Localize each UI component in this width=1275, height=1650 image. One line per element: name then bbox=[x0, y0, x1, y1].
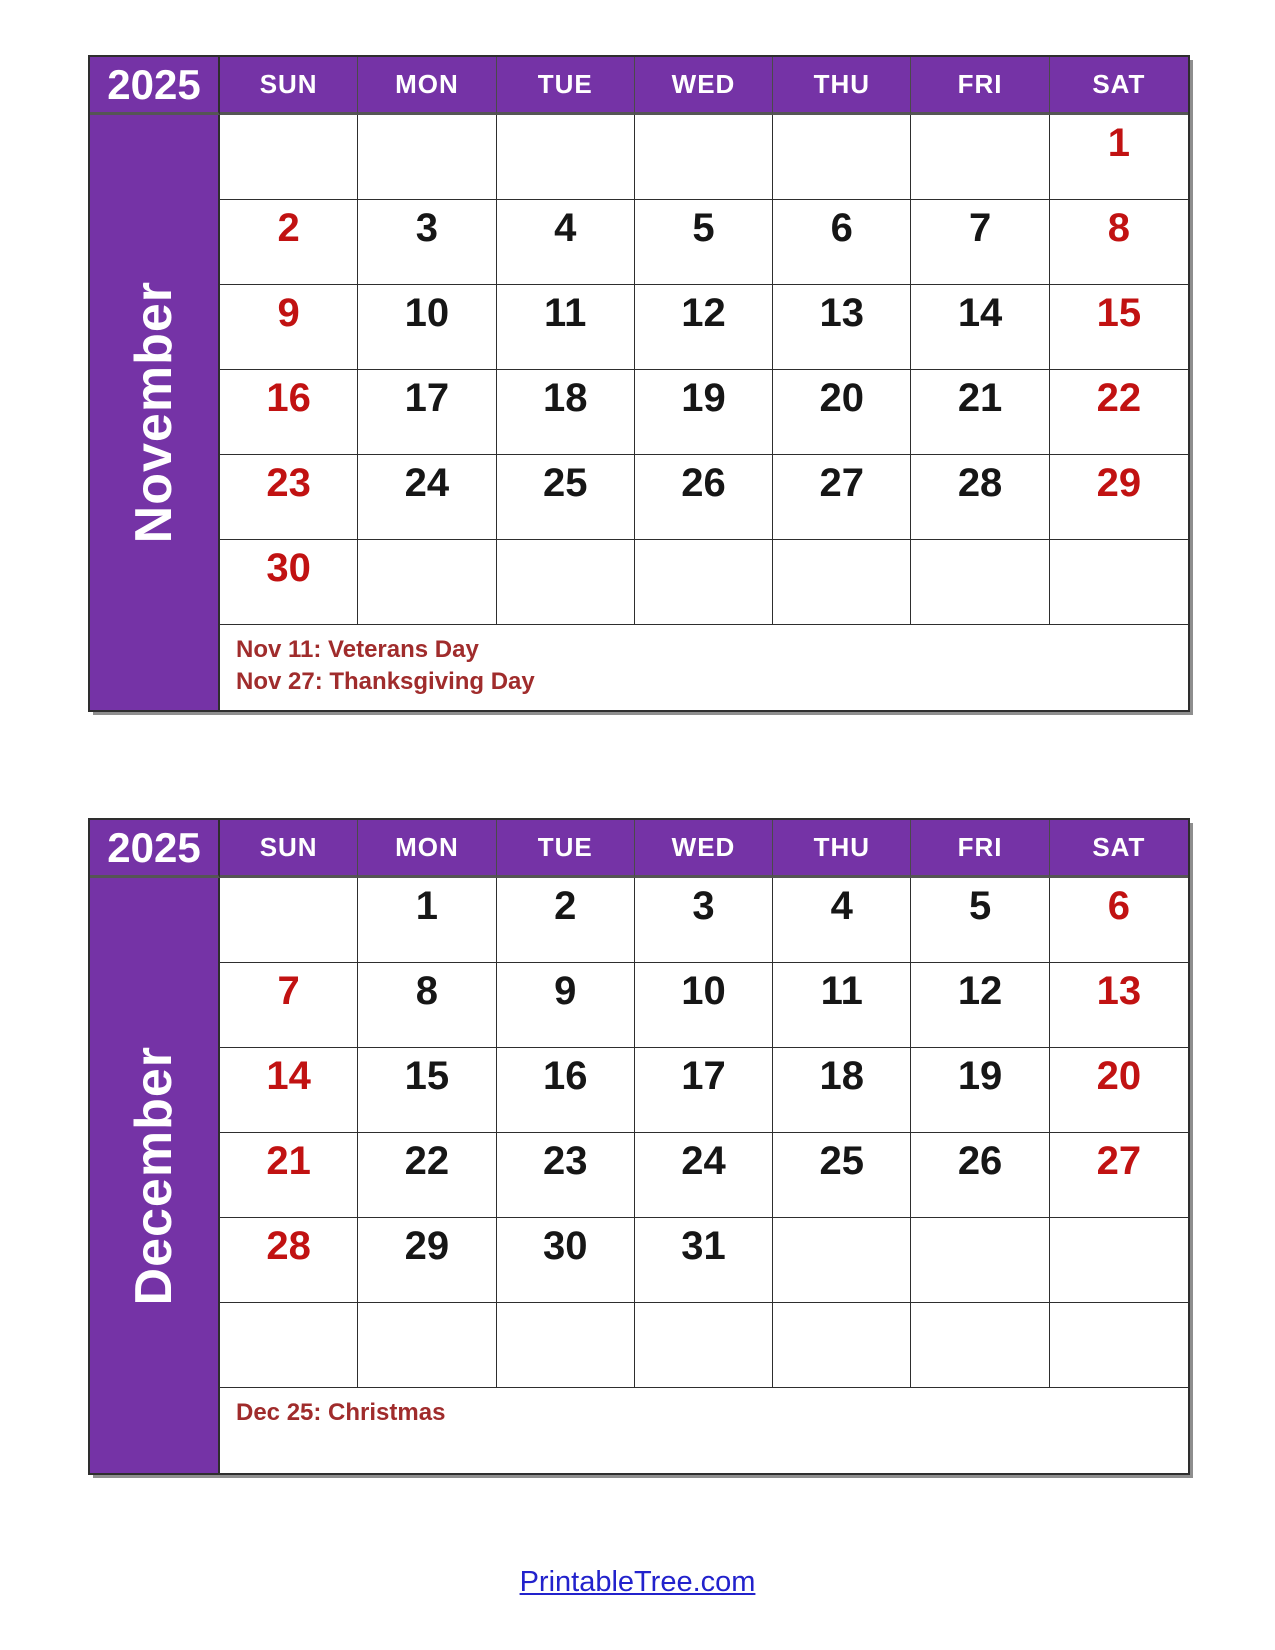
date-cell: 13 bbox=[1050, 963, 1188, 1048]
weekday-header-fri: FRI bbox=[911, 57, 1049, 115]
date-cell: 17 bbox=[635, 1048, 773, 1133]
date-cell: 21 bbox=[911, 370, 1049, 455]
date-cell: 19 bbox=[911, 1048, 1049, 1133]
weekday-header-row bbox=[220, 820, 1188, 878]
date-cell: 24 bbox=[358, 455, 496, 540]
date-cell: 5 bbox=[911, 878, 1049, 963]
weekday-header-mon: MON bbox=[358, 820, 496, 878]
printabletree-link[interactable]: PrintableTree.com bbox=[519, 1566, 756, 1598]
holiday-note-area bbox=[220, 1388, 1188, 1473]
calendar-december bbox=[88, 818, 1190, 1475]
date-cell bbox=[773, 115, 911, 200]
date-cell: 2 bbox=[220, 200, 358, 285]
date-cell: 14 bbox=[220, 1048, 358, 1133]
weekday-header-mon: MON bbox=[358, 57, 496, 115]
date-cell: 15 bbox=[358, 1048, 496, 1133]
holiday-note: Nov 27: Thanksgiving Day bbox=[236, 668, 535, 696]
holiday-note: Nov 11: Veterans Day bbox=[236, 636, 479, 663]
date-cell bbox=[635, 1303, 773, 1388]
date-cell: 10 bbox=[635, 963, 773, 1048]
month-sidebar bbox=[90, 115, 220, 710]
date-cell bbox=[1050, 1218, 1188, 1303]
date-cell: 30 bbox=[220, 540, 358, 625]
month-label: December bbox=[125, 1045, 183, 1306]
date-cell: 1 bbox=[358, 878, 496, 963]
date-cell bbox=[911, 115, 1049, 200]
date-cell bbox=[773, 540, 911, 625]
date-cell bbox=[358, 540, 496, 625]
date-cell: 26 bbox=[911, 1133, 1049, 1218]
date-cell: 29 bbox=[1050, 455, 1188, 540]
date-cell: 2 bbox=[497, 878, 635, 963]
date-cell: 12 bbox=[635, 285, 773, 370]
date-cell: 18 bbox=[773, 1048, 911, 1133]
date-cell bbox=[497, 1303, 635, 1388]
weekday-header-tue: TUE bbox=[497, 820, 635, 878]
date-cell: 16 bbox=[220, 370, 358, 455]
date-cell: 3 bbox=[635, 878, 773, 963]
date-cell: 11 bbox=[773, 963, 911, 1048]
date-cell: 27 bbox=[1050, 1133, 1188, 1218]
year-label: 2025 bbox=[90, 820, 220, 878]
year-label: 2025 bbox=[90, 57, 220, 115]
date-cell bbox=[1050, 1303, 1188, 1388]
date-cell bbox=[635, 540, 773, 625]
date-cell: 19 bbox=[635, 370, 773, 455]
weekday-header-sat: SAT bbox=[1050, 820, 1188, 878]
weekday-header-tue: TUE bbox=[497, 57, 635, 115]
page-footer bbox=[0, 1566, 1275, 1599]
weekday-header-wed: WED bbox=[635, 57, 773, 115]
date-cell: 7 bbox=[911, 200, 1049, 285]
date-cell: 6 bbox=[1050, 878, 1188, 963]
date-cell: 23 bbox=[220, 455, 358, 540]
dates-grid bbox=[220, 878, 1188, 1388]
date-cell bbox=[497, 115, 635, 200]
date-cell: 31 bbox=[635, 1218, 773, 1303]
date-cell bbox=[358, 1303, 496, 1388]
date-cell: 6 bbox=[773, 200, 911, 285]
date-cell: 15 bbox=[1050, 285, 1188, 370]
date-cell: 9 bbox=[497, 963, 635, 1048]
date-cell: 18 bbox=[497, 370, 635, 455]
date-cell: 17 bbox=[358, 370, 496, 455]
dates-grid bbox=[220, 115, 1188, 625]
weekday-header-wed: WED bbox=[635, 820, 773, 878]
date-cell bbox=[1050, 540, 1188, 625]
date-cell: 22 bbox=[358, 1133, 496, 1218]
date-cell: 27 bbox=[773, 455, 911, 540]
date-cell: 22 bbox=[1050, 370, 1188, 455]
date-cell: 20 bbox=[1050, 1048, 1188, 1133]
date-cell: 4 bbox=[497, 200, 635, 285]
date-cell bbox=[911, 540, 1049, 625]
weekday-header-thu: THU bbox=[773, 820, 911, 878]
date-cell bbox=[635, 115, 773, 200]
holiday-note: Dec 25: Christmas bbox=[236, 1399, 446, 1426]
date-cell bbox=[911, 1218, 1049, 1303]
date-cell bbox=[220, 115, 358, 200]
date-cell: 25 bbox=[497, 455, 635, 540]
date-cell: 1 bbox=[1050, 115, 1188, 200]
date-cell: 5 bbox=[635, 200, 773, 285]
calendar-november bbox=[88, 55, 1190, 712]
date-cell: 14 bbox=[911, 285, 1049, 370]
date-cell bbox=[911, 1303, 1049, 1388]
date-cell: 26 bbox=[635, 455, 773, 540]
date-cell: 8 bbox=[1050, 200, 1188, 285]
date-cell: 21 bbox=[220, 1133, 358, 1218]
date-cell bbox=[220, 878, 358, 963]
date-cell bbox=[358, 115, 496, 200]
date-cell: 13 bbox=[773, 285, 911, 370]
date-cell: 24 bbox=[635, 1133, 773, 1218]
date-cell: 8 bbox=[358, 963, 496, 1048]
date-cell: 28 bbox=[220, 1218, 358, 1303]
date-cell: 9 bbox=[220, 285, 358, 370]
date-cell: 23 bbox=[497, 1133, 635, 1218]
date-cell: 25 bbox=[773, 1133, 911, 1218]
weekday-header-sat: SAT bbox=[1050, 57, 1188, 115]
weekday-header-row bbox=[220, 57, 1188, 115]
date-cell: 10 bbox=[358, 285, 496, 370]
date-cell: 4 bbox=[773, 878, 911, 963]
date-cell: 29 bbox=[358, 1218, 496, 1303]
date-cell: 7 bbox=[220, 963, 358, 1048]
date-cell: 12 bbox=[911, 963, 1049, 1048]
month-label: November bbox=[125, 281, 183, 544]
holiday-note-area bbox=[220, 625, 1188, 710]
date-cell: 16 bbox=[497, 1048, 635, 1133]
month-sidebar bbox=[90, 878, 220, 1473]
date-cell: 11 bbox=[497, 285, 635, 370]
weekday-header-sun: SUN bbox=[220, 57, 358, 115]
weekday-header-sun: SUN bbox=[220, 820, 358, 878]
date-cell: 20 bbox=[773, 370, 911, 455]
date-cell bbox=[773, 1303, 911, 1388]
date-cell bbox=[220, 1303, 358, 1388]
weekday-header-fri: FRI bbox=[911, 820, 1049, 878]
date-cell: 28 bbox=[911, 455, 1049, 540]
date-cell bbox=[497, 540, 635, 625]
date-cell bbox=[773, 1218, 911, 1303]
weekday-header-thu: THU bbox=[773, 57, 911, 115]
date-cell: 30 bbox=[497, 1218, 635, 1303]
date-cell: 3 bbox=[358, 200, 496, 285]
